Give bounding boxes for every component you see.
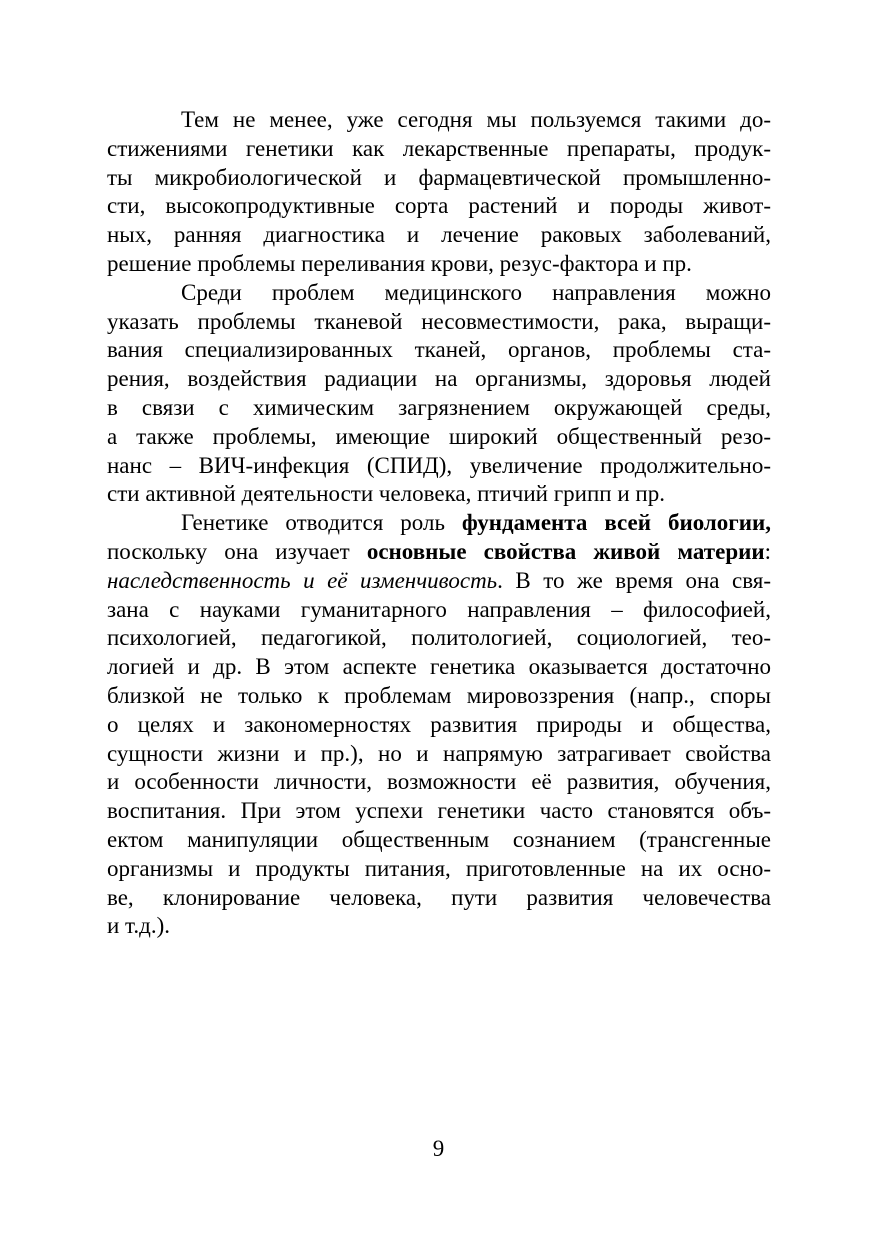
text-line: указать проблемы тканевой несовместимости, рака, выращи- [107,308,771,334]
page-body [107,106,771,941]
text-line: а также проблемы, имеющие широкий общественный резо- [107,423,771,449]
text-line: логией и др. В этом аспекте генетика оказывается достаточно [107,654,771,680]
bold-emphasis: основные свойства живой материи [366,538,765,564]
text-line: сти, высокопродуктивные сорта растений и породы живот- [107,193,771,219]
text-line: решение проблемы переливания крови, резус-фактора и пр. [107,250,692,276]
paragraph-3 [107,509,771,941]
text-line: организмы и продукты питания, приготовленные на их осно- [107,855,771,881]
bold-punctuation: , [765,510,771,536]
text-line: стижениями генетики как лекарственные препараты, продук- [107,135,771,161]
text-line: в связи с химическим загрязнением окружающей среды, [107,394,771,420]
text-line: сти активной деятельности человека, птичий грипп и пр. [107,481,665,507]
text-line [107,538,771,567]
text-line: нанс – ВИЧ-инфекция (СПИД), увеличение продолжительно- [107,452,771,478]
paragraph-1 [107,106,771,279]
text-run: поскольку она изучает [107,538,367,564]
text-line: сущности жизни и пр.), но и напрямую затрагивает свойства [107,740,771,766]
text-line: психологией, педагогикой, политологией, социологией, тео- [107,625,771,651]
text-line [107,567,771,596]
text-line: вания специализированных тканей, органов, проблемы ста- [107,337,771,363]
text-run: : [764,538,771,564]
text-run: . В то же время она свя- [497,567,771,593]
paragraph-2 [107,279,771,509]
text-line: зана с науками гуманитарного направления – философией, [107,596,771,622]
text-line [107,509,771,538]
text-line: ве, клонирование человека, пути развития человечества [107,884,771,910]
page-number: 9 [432,1136,445,1161]
text-line: ектом манипуляции общественным сознанием (трансгенные [107,826,771,852]
text-run: Генетике отводится роль [181,510,462,536]
text-line: ты микробиологической и фармацевтической промышленно- [107,164,771,190]
bold-emphasis: фундамента всей биологии [461,510,766,536]
text-line: о целях и закономерностях развития природы и общества, [107,711,771,737]
text-line: воспитания. При этом успехи генетики часто становятся объ- [107,798,771,824]
italic-emphasis: наследственность и её изменчивость [107,567,498,593]
text-line: рения, воздействия радиации на организмы, здоровья людей [107,366,771,392]
text-line: и особенности личности, возможности её развития, обучения, [107,769,771,795]
text-line: Среди проблем медицинского направления можно [181,279,771,305]
text-line: близкой не только к проблемам мировоззрения (напр., споры [107,682,771,708]
text-line: ных, ранняя диагностика и лечение раковых заболеваний, [107,222,771,248]
text-line: Тем не менее, уже сегодня мы пользуемся такими до- [181,107,771,132]
text-line: и т.д.). [107,913,170,939]
